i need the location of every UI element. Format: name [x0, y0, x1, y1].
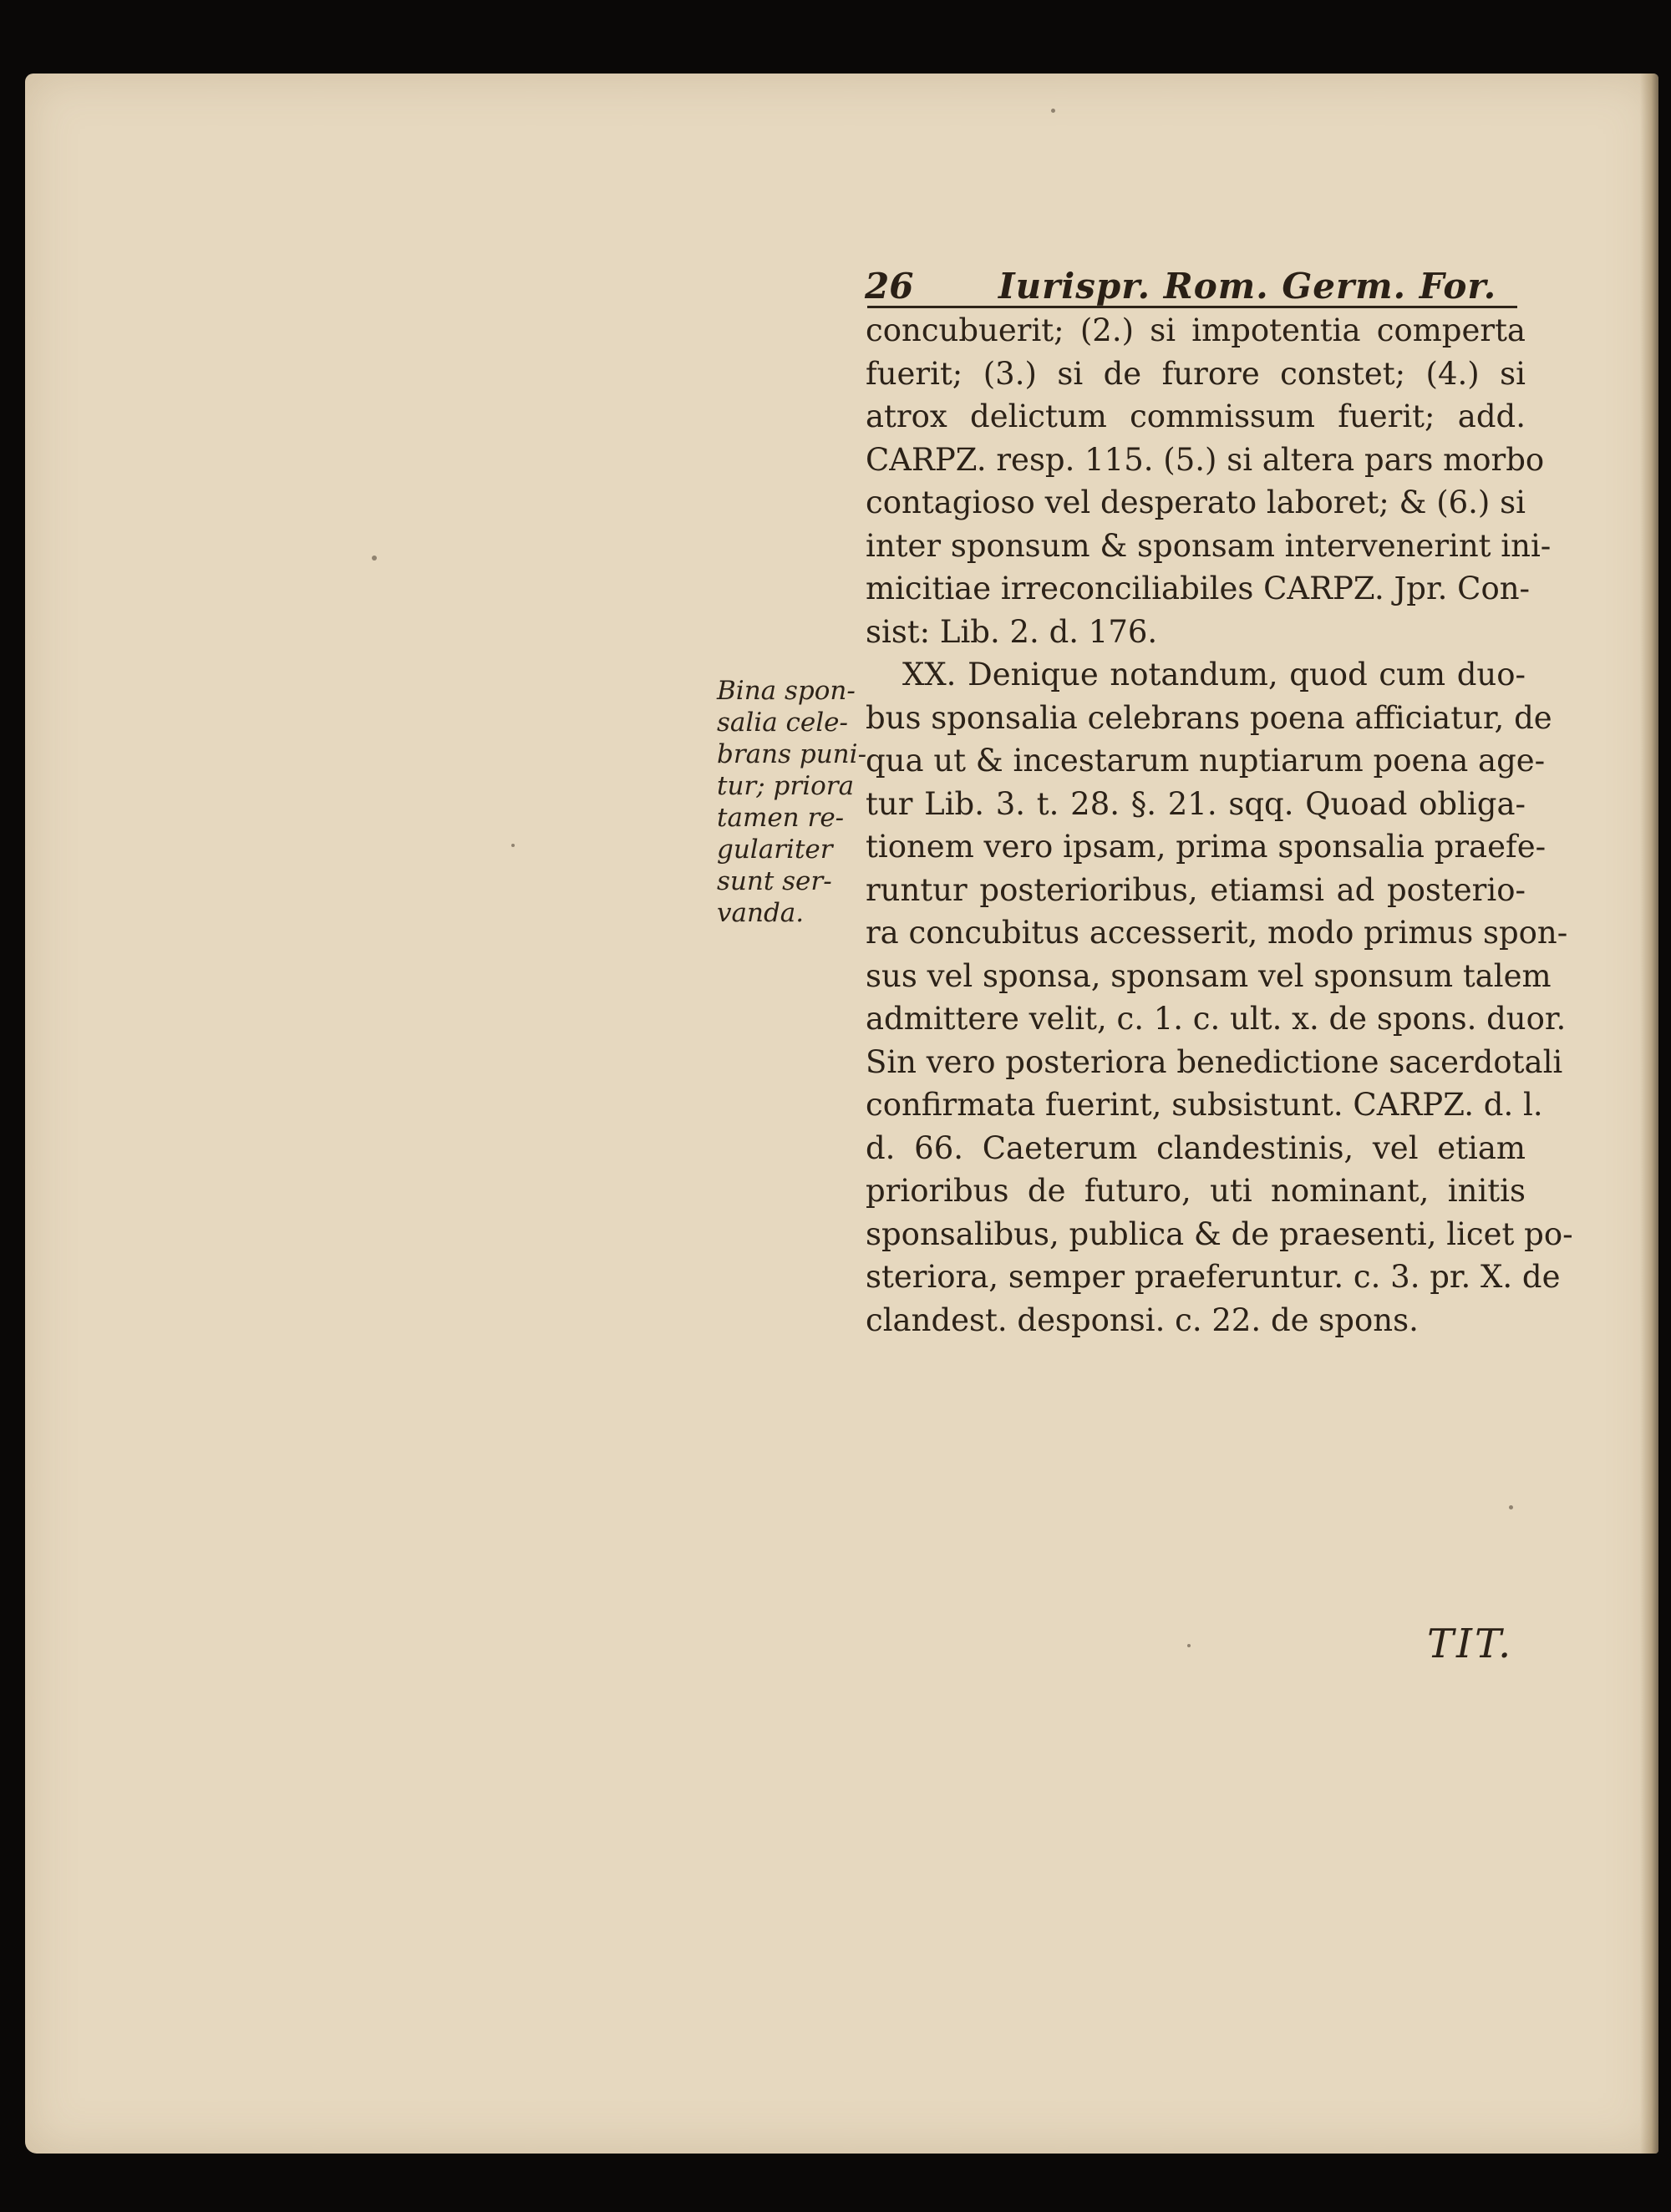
text-line: sus vel sponsa, sponsam vel sponsum talem [866, 957, 1552, 994]
paper-speck [511, 844, 515, 847]
text-line: tur Lib. 3. t. 28. §. 21. sqq. Quoad obliga- [866, 785, 1526, 822]
margin-note-line: Bina spon- [717, 676, 856, 706]
text-line: confirmata fuerint, subsistunt. CARPZ. d. l. [866, 1087, 1543, 1123]
page-number: 26 [865, 266, 914, 307]
text-line: Sin vero posteriora benedictione sacerdotali [866, 1043, 1563, 1080]
catchword: TIT. [1427, 1621, 1514, 1667]
margin-note-line: gulariter [717, 835, 833, 865]
text-line: fuerit; (3.) si de furore constet; (4.) si [866, 355, 1526, 392]
header-rule [867, 306, 1517, 308]
main-text-block [866, 309, 1573, 1342]
text-line: ra concubitus accesserit, modo primus spon- [866, 915, 1568, 951]
text-line: sponsalibus, publica & de praesenti, licet po- [866, 1215, 1573, 1252]
text-line: steriora, semper praeferuntur. c. 3. pr. X. de [866, 1259, 1561, 1295]
margin-note [717, 675, 867, 929]
text-line: runtur posterioribus, etiamsi ad posterio- [866, 871, 1526, 908]
text-line: admittere velit, c. 1. c. ult. x. de spons. duor. [866, 1001, 1567, 1037]
text-line: concubuerit; (2.) si impotentia comperta [866, 312, 1526, 348]
text-line: contagioso vel desperato laboret; & (6.) si [866, 485, 1526, 520]
page-header [865, 266, 1516, 307]
margin-note-line: sunt ser- [717, 866, 832, 896]
margin-note-line: salia cele- [717, 708, 848, 738]
paper-speck [372, 556, 377, 561]
text-line: qua ut & incestarum nuptiarum poena age- [866, 743, 1546, 779]
margin-note-line: vanda. [717, 898, 805, 928]
text-line: d. 66. Caeterum clandestinis, vel etiam [866, 1129, 1526, 1166]
text-line: sist: Lib. 2. d. 176. [866, 613, 1158, 650]
text-line: micitiae irreconciliabiles CARPZ. Jpr. Con- [866, 571, 1531, 606]
text-line: inter sponsum & sponsam intervenerint ini- [866, 527, 1552, 564]
text-line: CARPZ. resp. 115. (5.) si altera pars morbo [866, 441, 1545, 478]
text-line: atrox delictum commissum fuerit; add. [866, 398, 1526, 434]
margin-note-line: tur; priora [717, 771, 855, 801]
margin-note-line: tamen re- [717, 803, 845, 833]
page-edge-shadow [1640, 74, 1658, 2154]
text-line: bus sponsalia celebrans poena afficiatur, de [866, 699, 1552, 736]
paper-speck [1051, 109, 1055, 113]
running-head: Iurispr. Rom. Germ. For. [998, 266, 1497, 307]
text-line: prioribus de futuro, uti nominant, initis [866, 1173, 1526, 1209]
text-line: XX. Denique notandum, quod cum duo- [902, 657, 1526, 693]
text-line: tionem vero ipsam, prima sponsalia praefe- [866, 829, 1547, 865]
paper-speck [1187, 1644, 1191, 1647]
text-line: clandest. desponsi. c. 22. de spons. [866, 1301, 1419, 1338]
margin-note-line: brans puni- [717, 739, 867, 769]
paper-speck [1509, 1505, 1513, 1509]
